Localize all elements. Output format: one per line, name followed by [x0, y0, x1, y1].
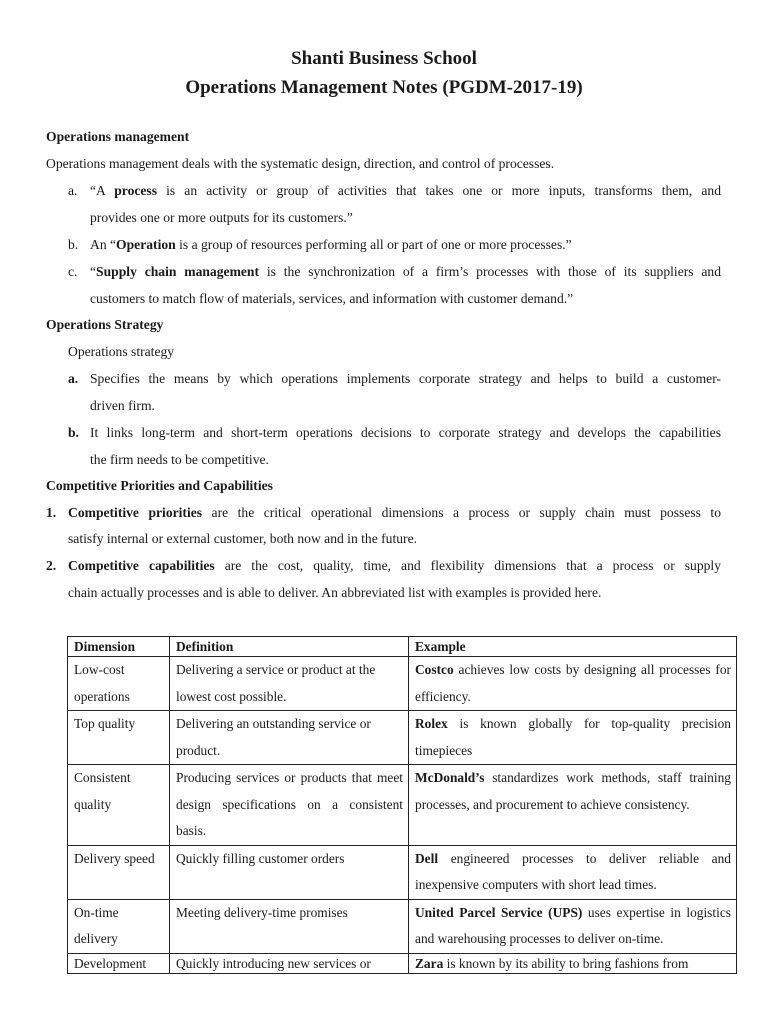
section-intro: Operations strategy [68, 344, 175, 359]
cell-dimension: Low-cost operations [68, 657, 170, 711]
column-header-dimension: Dimension [68, 637, 170, 657]
section-heading-operations-strategy: Operations Strategy [46, 317, 164, 332]
definition-supply-chain-cont: customers to match flow of materials, services, and information with customer demand.” [90, 291, 574, 306]
table-row [68, 765, 737, 846]
cell-definition: Delivering a service or product at the lowest cost possible. [170, 657, 409, 711]
cell-example: McDonald’s standardizes work methods, staff training processes, and procurement to achieve consistency. [409, 765, 737, 846]
list-marker: 2. [46, 558, 57, 573]
cell-example: United Parcel Service (UPS) uses expertise in logistics and warehousing processes to deliver on-time. [409, 899, 737, 953]
strategy-point-b: It links long-term and short-term operations decisions to corporate strategy and develops the capabilities [90, 425, 721, 440]
capabilities-table [67, 636, 737, 974]
section-intro: Operations management deals with the systematic design, direction, and control of processes. [46, 156, 555, 171]
strategy-point-a-cont: driven firm. [90, 398, 155, 413]
section-heading-operations-management: Operations management [46, 129, 190, 144]
table-header-row [68, 637, 737, 657]
table-row [68, 899, 737, 953]
table-row [68, 711, 737, 765]
column-header-example: Example [409, 637, 737, 657]
cell-example: Rolex is known globally for top-quality precision timepieces [409, 711, 737, 765]
cell-example: Zara is known by its ability to bring fashions from [409, 953, 737, 973]
cell-definition: Producing services or products that meet design specifications on a consistent basis. [170, 765, 409, 846]
cell-dimension: Top quality [68, 711, 170, 765]
cell-example: Dell engineered processes to deliver reliable and inexpensive computers with short lead times. [409, 845, 737, 899]
definition-process-cont: provides one or more outputs for its customers.” [90, 210, 353, 225]
strategy-point-a: Specifies the means by which operations implements corporate strategy and helps to build a customer- [90, 371, 721, 386]
table-row [68, 845, 737, 899]
column-header-definition: Definition [170, 637, 409, 657]
list-marker: b. [68, 237, 79, 252]
cell-definition: Delivering an outstanding service or product. [170, 711, 409, 765]
list-marker: a. [68, 183, 78, 198]
cell-dimension: Delivery speed [68, 845, 170, 899]
document-subtitle: Operations Management Notes (PGDM-2017-19) [185, 77, 583, 98]
competitive-capabilities-definition-cont: chain actually processes and is able to deliver. An abbreviated list with examples is provided here. [68, 585, 602, 600]
definition-supply-chain: “Supply chain management is the synchronization of a firm’s processes with those of its suppliers and [90, 264, 722, 279]
cell-dimension: Consistent quality [68, 765, 170, 846]
table-row [68, 953, 737, 973]
competitive-capabilities-definition: Competitive capabilities are the cost, quality, time, and flexibility dimensions that a process or supply [68, 558, 722, 573]
cell-example: Costco achieves low costs by designing all processes for efficiency. [409, 657, 737, 711]
section-heading-competitive-priorities: Competitive Priorities and Capabilities [46, 478, 273, 493]
competitive-priorities-definition-cont: satisfy internal or external customer, both now and in the future. [68, 531, 418, 546]
table-row [68, 657, 737, 711]
school-title: Shanti Business School [291, 48, 477, 69]
definition-process: “A process is an activity or group of activities that takes one or more inputs, transforms them, and [90, 183, 722, 198]
list-marker: b. [68, 425, 79, 440]
cell-definition: Meeting delivery-time promises [170, 899, 409, 953]
cell-dimension: On-time delivery [68, 899, 170, 953]
cell-definition: Quickly introducing new services or [170, 953, 409, 973]
strategy-point-b-cont: the firm needs to be competitive. [90, 452, 269, 467]
cell-definition: Quickly filling customer orders [170, 845, 409, 899]
list-marker: c. [68, 264, 78, 279]
list-marker: 1. [46, 505, 57, 520]
list-marker: a. [68, 371, 79, 386]
competitive-priorities-definition: Competitive priorities are the critical operational dimensions a process or supply chain must possess to [68, 505, 721, 520]
definition-operation: An “Operation is a group of resources performing all or part of one or more processes.” [90, 237, 572, 252]
cell-dimension: Development [68, 953, 170, 973]
